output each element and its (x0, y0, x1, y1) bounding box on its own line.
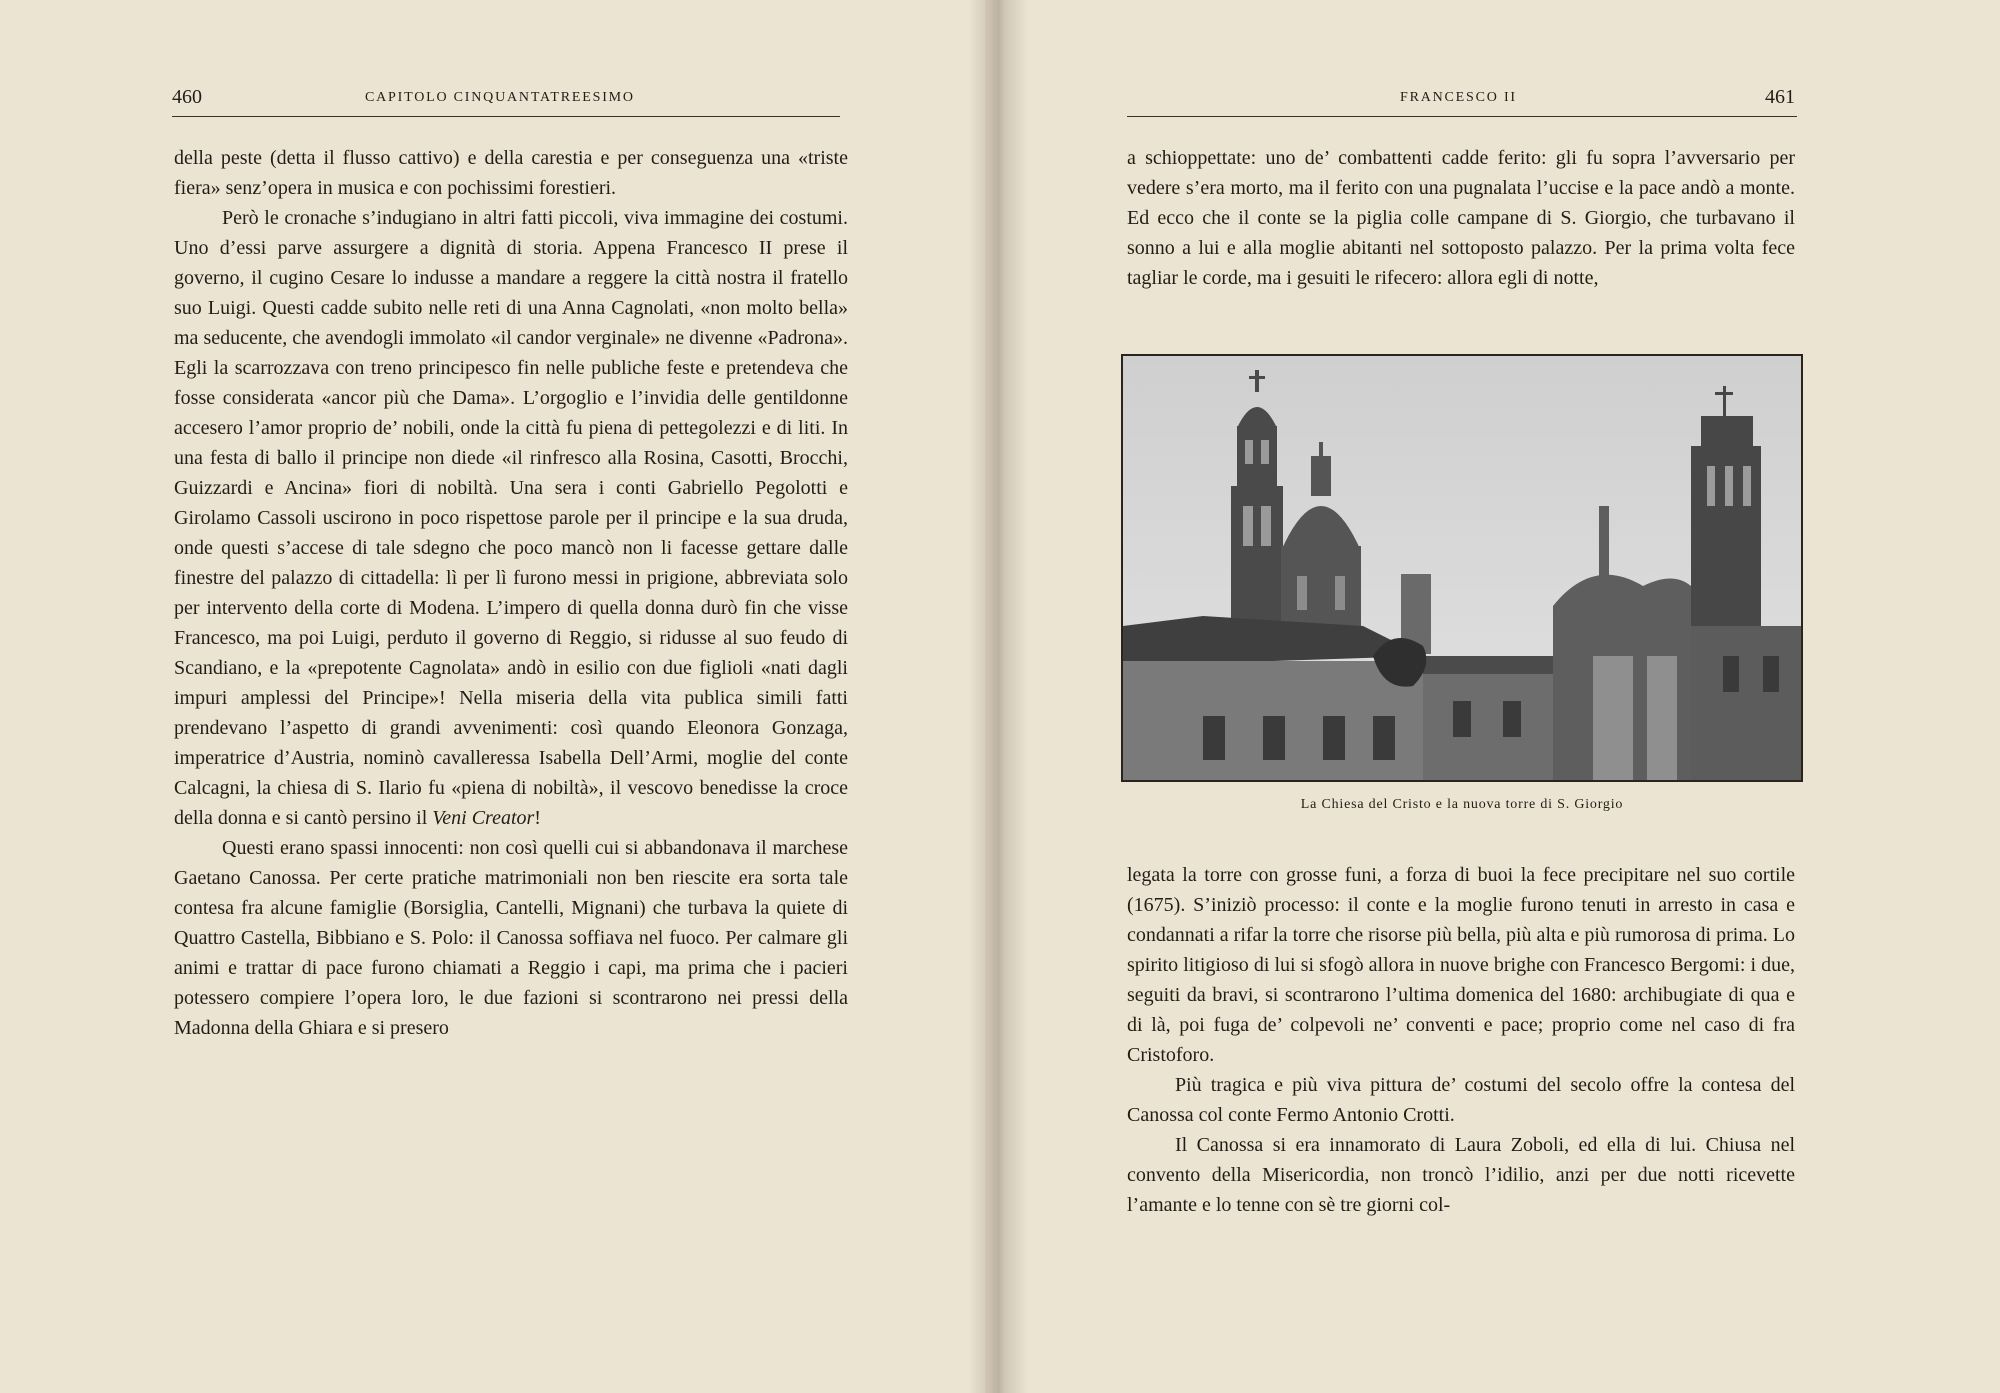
left-running-head: CAPITOLO CINQUANTATREESIMO (365, 90, 635, 105)
text-segment: legata la torre con grosse funi, a forza di buoi la fece precipitare nel suo cortile (1675). S’iniziò processo: il conte e la moglie furono tenuti in arresto in casa e condannati a rifar la torre che risorse più bella, più alta e più rumorosa di prima. Lo spirito litigioso di lui si sfogò allora in nuove brighe con Francesco Bergomi: i due, seguiti da bravi, si scontrarono l’ultima domenica del 1680: archibugiate di qua e di là, poi fuga de’ colpevoli ne’ conventi e pace; proprio come nel caso di fra Cristoforo. (1127, 864, 1795, 1066)
text-segment: Più tragica e più viva pittura de’ costumi del secolo offre la contesa del Canossa col conte Fermo Antonio Crotti. (1127, 1074, 1795, 1126)
left-page-number: 460 (172, 86, 202, 108)
right-page-header (1127, 86, 1797, 117)
church-photograph (1121, 354, 1803, 782)
church-photograph-illustration (1123, 356, 1801, 780)
left-page-header (172, 86, 840, 117)
right-running-head: FRANCESCO II (1400, 90, 1517, 105)
paragraph (174, 203, 848, 833)
paragraph (1127, 1130, 1795, 1220)
paragraph (174, 143, 848, 203)
paragraph (1127, 143, 1795, 293)
italic-text: Veni Creator (432, 807, 535, 829)
right-page-number: 461 (1765, 86, 1795, 108)
text-segment: a schioppettate: uno de’ combattenti cadde ferito: gli fu sopra l’avversario per vedere s’era morto, ma il ferito con una pugnalata l’uccise e la pace andò a monte. Ed ecco che il conte se la piglia colle campane di S. Giorgio, che turbavano il sonno a lui e alla moglie abitanti nel sottoposto palazzo. Per la prima volta fece tagliar le corde, ma i gesuiti le rifecero: allora egli di notte, (1127, 147, 1795, 289)
text-segment: ! (534, 807, 541, 829)
right-page-body-bottom (1127, 860, 1795, 1220)
book-gutter (968, 0, 1028, 1393)
text-segment: Questi erano spassi innocenti: non così quelli cui si abbandonava il marchese Gaetano Canossa. Per certe pratiche matrimoniali non ben riescite era sorta tale contesa fra alcune famiglie (Borsiglia, Cantelli, Mignani) che turbava la quiete di Quattro Castella, Bibbiano e S. Polo: il Canossa soffiava nel fuoco. Per calmare gli animi e trattar di pace furono chiamati a Reggio i capi, ma prima che i pacieri potessero compiere l’opera loro, le due fazioni si scontrarono nei pressi della Madonna della Ghiara e si presero (174, 837, 848, 1039)
text-segment: della peste (detta il flusso cattivo) e della carestia e per conseguenza una «triste fiera» senz’opera in musica e con pochissimi forestieri. (174, 147, 848, 199)
text-segment: Però le cronache s’indugiano in altri fatti piccoli, viva immagine dei costumi. Uno d’essi parve assurgere a dignità di storia. Appena Francesco II prese il governo, il cugino Cesare lo indusse a mandare a reggere la città nostra il fratello suo Luigi. Questi cadde subito nelle reti di una Anna Cagnolati, «non molto bella» ma seducente, che avendogli immolato «il candor verginale» ne divenne «Padrona». Egli la scarrozzava con treno principesco fin nelle publiche feste e pretendeva che fosse considerata «ancor più che Dama». L’orgoglio e l’invidia delle gentildonne accesero l’amor proprio de’ nobili, onde la città fu piena di pettegolezzi e di liti. In una festa di ballo il principe non diede «il rinfresco alla Rosina, Casotti, Brocchi, Guizzardi e Ancina» fiori di nobiltà. Una sera i conti Gabriello Pegolotti e Girolamo Cassoli uscirono in poco rispettose parole per il principe e la sua druda, onde questi s’accese di tale sdegno che poco mancò non li facesse gettare dalle finestre del palazzo di cittadella: lì per lì furono messi in prigione, abbreviata solo per intervento della corte di Modena. L’impero di quella donna durò fin che visse Francesco, ma poi Luigi, perduto il governo di Reggio, si ridusse al suo feudo di Scandiano, e la «prepotente Cagnolata» andò in esilio con due figlioli «nati dagli impuri amplessi del Principe»! Nella miseria della vita publica simili fatti prendevano l’aspetto di grandi avvenimenti: così quando Eleonora Gonzaga, imperatrice d’Austria, nominò cavalleressa Isabella Dell’Armi, moglie del conte Calcagni, la chiesa di S. Ilario fu «piena di nobiltà», il vescovo benedisse la croce della donna e si cantò persino il (174, 207, 848, 829)
left-page-body (174, 143, 848, 1043)
figure-caption: La Chiesa del Cristo e la nuova torre di S. Giorgio (1300, 797, 1624, 812)
paragraph (1127, 1070, 1795, 1130)
text-segment: Il Canossa si era innamorato di Laura Zoboli, ed ella di lui. Chiusa nel convento della Misericordia, non troncò l’idilio, anzi per due notti ricevette l’amante e lo tenne con sè tre giorni col- (1127, 1134, 1795, 1216)
paragraph (174, 833, 848, 1043)
paragraph (1127, 860, 1795, 1070)
right-page-body-top (1127, 143, 1795, 293)
